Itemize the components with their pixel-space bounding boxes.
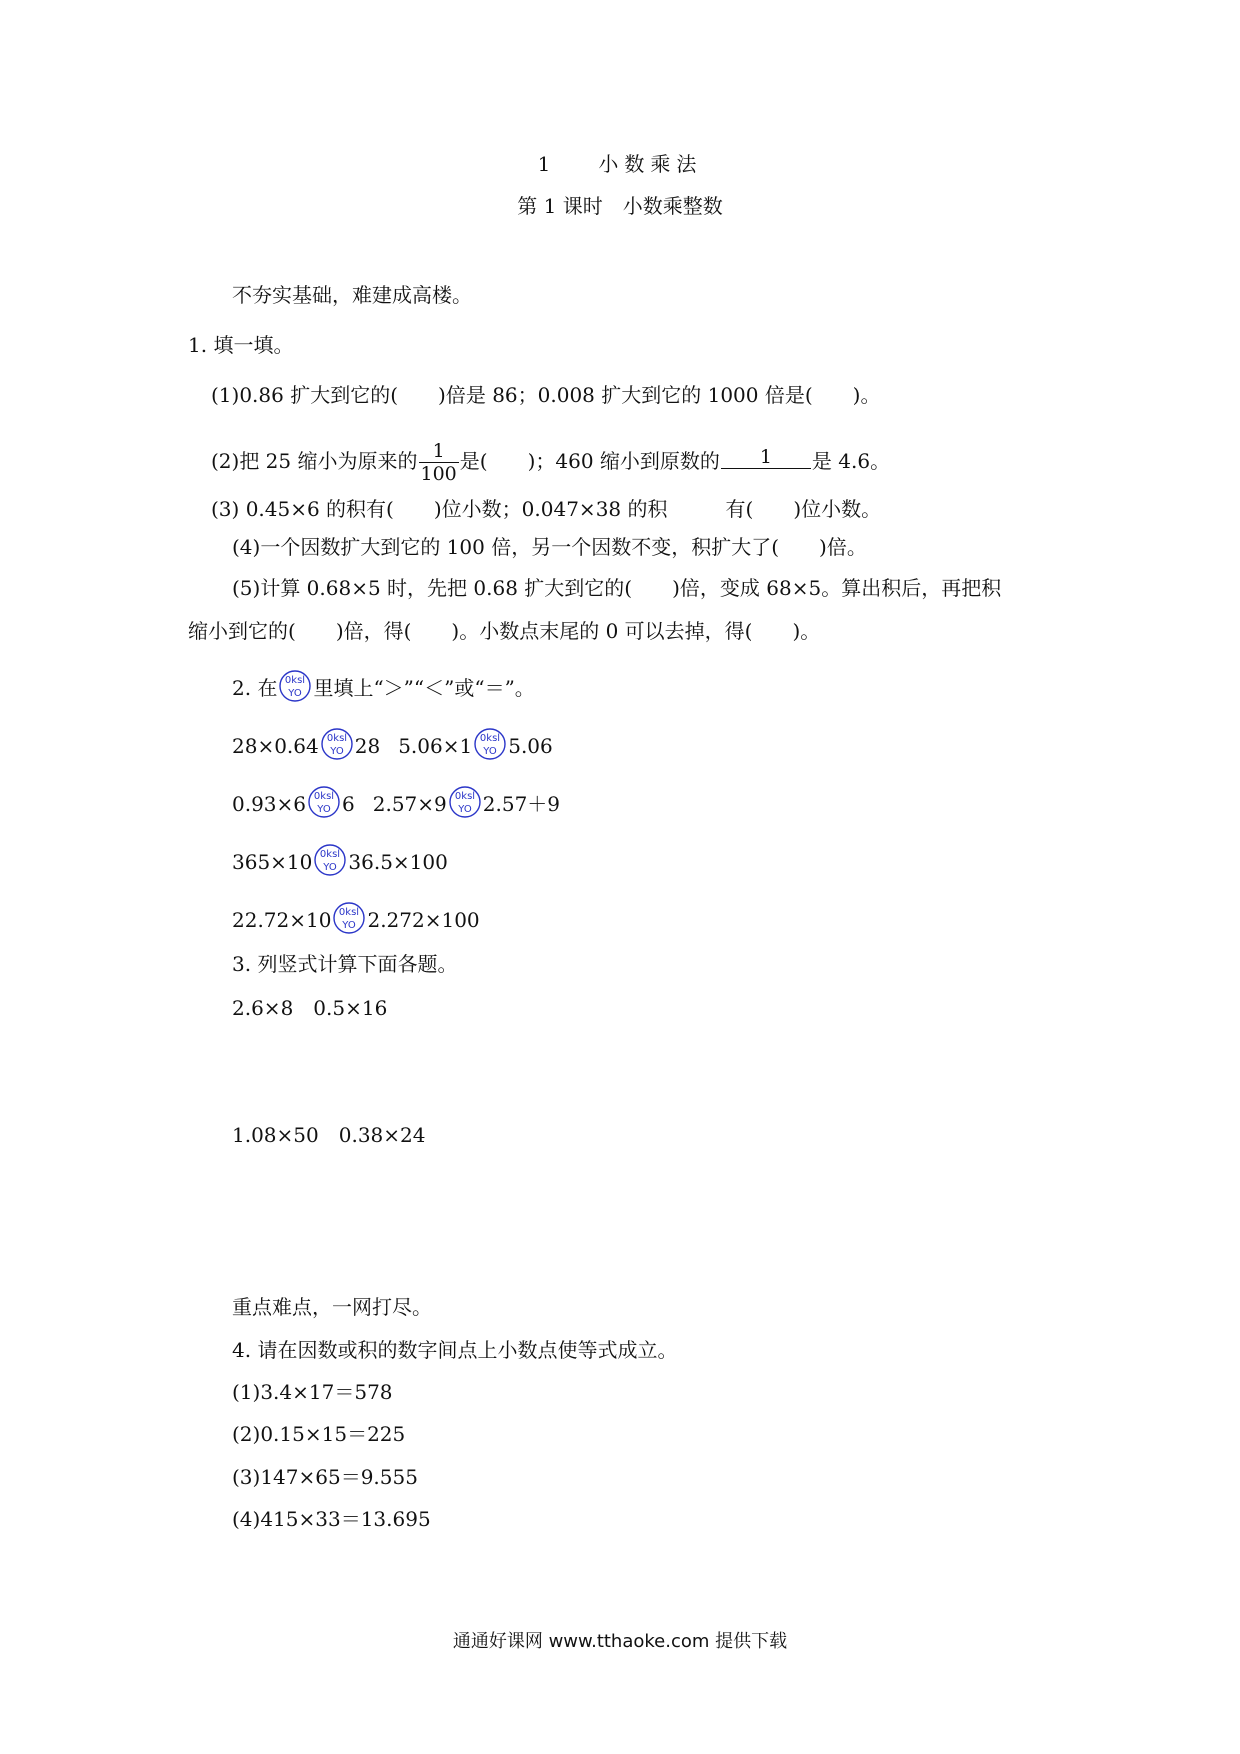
comparison-circle <box>313 843 347 877</box>
question-2-title: 2. 在 0ksl YO 里填上“＞”“＜”或“＝”。 <box>232 676 535 703</box>
svg-text:0ksl: 0ksl <box>326 732 347 744</box>
page-footer: 通通好课网 www.tthaoke.com 提供下载 <box>452 1631 788 1652</box>
q4-item: (3)147×65＝9.555 <box>232 1465 418 1489</box>
q1-item-4: (4)一个因数扩大到它的 100 倍，另一个因数不变，积扩大了( )倍。 <box>232 535 867 559</box>
comparison-circle <box>473 727 507 761</box>
q1-item-2: (2)把 25 缩小为原来的 $\frac{1}{100}$ 是( )；460 缩小到原数的 1 是 4.6。 <box>211 440 891 485</box>
question-3-title: 3. 列竖式计算下面各题。 <box>232 952 458 976</box>
comparison-circle <box>448 785 482 819</box>
svg-text:0ksl: 0ksl <box>339 906 360 918</box>
q2-row-1: 28×0.64 0ksl YO 28 5.06×1 0ksl YO 5.06 <box>232 734 553 761</box>
svg-text:0ksl: 0ksl <box>480 732 501 744</box>
chapter-number: 1 <box>537 152 551 176</box>
svg-text:0ksl: 0ksl <box>320 848 341 860</box>
svg-text:YO: YO <box>483 745 497 757</box>
chapter-title: 小数乘法 <box>598 152 703 176</box>
q2-row-2: 0.93×6 0ksl YO 6 2.57×9 0ksl YO 2.57＋9 <box>232 792 560 819</box>
svg-text:YO: YO <box>317 803 331 815</box>
svg-text:YO: YO <box>342 919 357 931</box>
comparison-circle <box>320 727 354 761</box>
q4-item: (2)0.15×15＝225 <box>232 1422 406 1446</box>
section-heading-key-points: 重点难点，一网打尽。 <box>232 1295 432 1319</box>
q1-item-5-line-2: 缩小到它的( )倍，得( )。小数点末尾的 0 可以去掉，得( )。 <box>188 619 821 643</box>
svg-text:0ksl: 0ksl <box>285 674 306 686</box>
question-4-title: 4. 请在因数或积的数字间点上小数点使等式成立。 <box>232 1338 678 1362</box>
comparison-circle <box>332 901 366 935</box>
fraction-1-100: $\frac{1}{100}$ <box>420 440 457 485</box>
q1-item-1: (1)0.86 扩大到它的( )倍是 86；0.008 扩大到它的 1000 倍是( )。 <box>211 383 881 407</box>
q2-row-4: 22.72×10 0ksl YO 2.272×100 <box>232 908 480 935</box>
q2-row-3: 365×10 0ksl YO 36.5×100 <box>232 850 448 877</box>
question-1-title: 1. 填一填。 <box>188 333 294 357</box>
q4-item: (4)415×33＝13.695 <box>232 1507 431 1531</box>
section-heading-basics: 不夯实基础，难建成高楼。 <box>232 283 472 307</box>
q1-item-5-line-1: (5)计算 0.68×5 时，先把 0.68 扩大到它的( )倍，变成 68×5。算出积后，再把积 <box>232 576 1002 600</box>
q1-item-3: (3) 0.45×6 的积有( )位小数；0.047×38 的积 有( )位小数。 <box>211 497 882 521</box>
svg-text:YO: YO <box>458 803 472 815</box>
svg-text:YO: YO <box>288 687 303 699</box>
svg-text:YO: YO <box>323 861 338 873</box>
fraction-blank-denominator: 1 <box>721 446 811 479</box>
circle-mark <box>278 669 312 703</box>
chapter-heading <box>0 152 1240 176</box>
q3-row-1: 2.6×8 0.5×16 <box>232 996 388 1020</box>
svg-text:0ksl: 0ksl <box>454 790 475 802</box>
q4-item: (1)3.4×17＝578 <box>232 1380 393 1404</box>
lesson-title: 第 1 课时 小数乘整数 <box>517 194 723 218</box>
comparison-circle <box>307 785 341 819</box>
svg-text:YO: YO <box>330 745 344 757</box>
svg-text:0ksl: 0ksl <box>313 790 335 802</box>
q3-row-2: 1.08×50 0.38×24 <box>232 1123 426 1147</box>
